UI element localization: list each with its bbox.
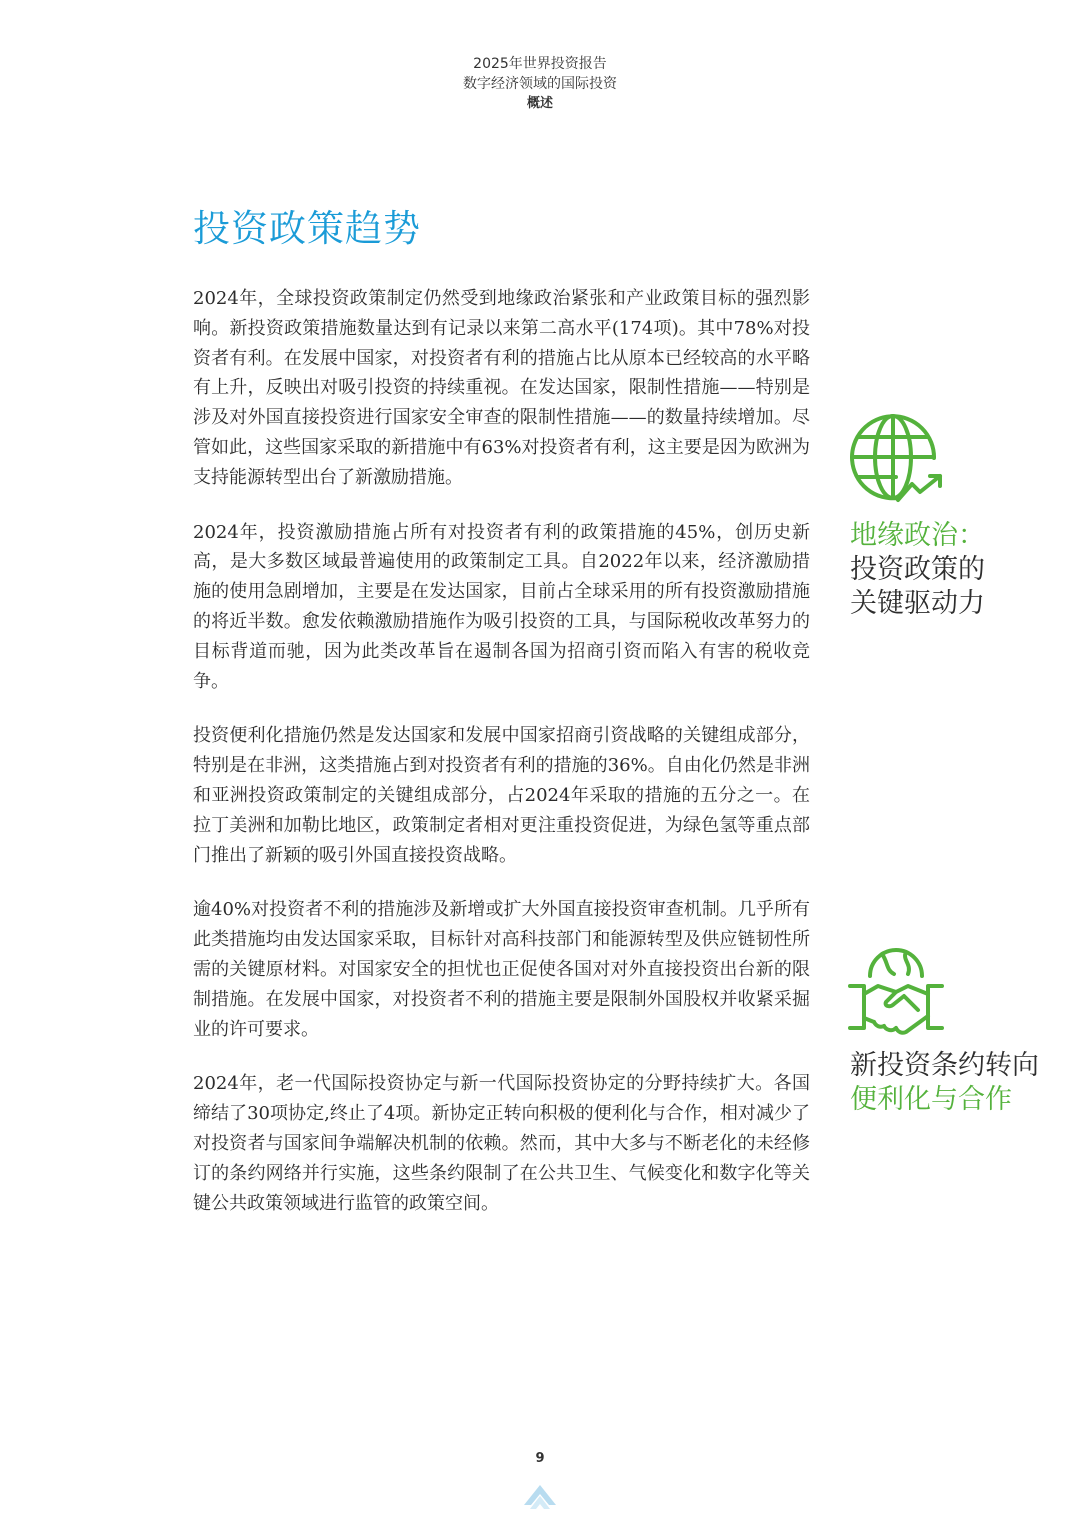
- callout-line: 便利化与合作: [850, 1084, 1012, 1115]
- running-header: [0, 54, 1080, 114]
- chevron-up-icon[interactable]: [522, 1483, 558, 1515]
- callout-line: 地缘政治：: [850, 520, 985, 551]
- report-title: 2025年世界投资报告: [473, 56, 607, 72]
- page-number: 9: [535, 1451, 545, 1466]
- callout-line: 投资政策的: [850, 554, 985, 585]
- page-title: 投资政策趋势: [193, 207, 421, 250]
- paragraph: 投资便利化措施仍然是发达国家和发展中国家招商引资战略的关键组成部分，特别是在非洲，这类措施占到对投资者有利的措施的36%。自由化仍然是非洲和亚洲投资政策制定的关键组成部分，占2024年采取的措施的五分之一。在拉丁美洲和加勒比地区，政策制定者相对更注重投资促进，为绿色氢等重点部门推出了新颖的吸引外国直接投资战略。: [193, 725, 810, 866]
- paragraph: 2024年，全球投资政策制定仍然受到地缘政治紧张和产业政策目标的强烈影响。新投资政策措施数量达到有记录以来第二高水平(174项)。其中78%对投资者有利。在发展中国家，对投资者有利的措施占比从原本已经较高的水平略有上升，反映出对吸引投资的持续重视。在发达国家，限制性措施——特别是涉及对外国直接投资进行国家安全审查的限制性措施——的数量持续增加。尽管如此，这些国家采取的新措施中有63%对投资者有利，这主要是因为欧洲为支持能源转型出台了新激励措施。: [193, 288, 810, 488]
- callout-line: 关键驱动力: [850, 588, 985, 619]
- report-subtitle: 数字经济领域的国际投资: [463, 76, 617, 92]
- sidebar-callout-geopolitics: [850, 519, 1070, 621]
- paragraph: 2024年，投资激励措施占所有对投资者有利的政策措施的45%，创历史新高，是大多数区域最普遍使用的政策制定工具。自2022年以来，经济激励措施的使用急剧增加，主要是在发达国家，目前占全球采用的所有投资激励措施的将近半数。愈发依赖激励措施作为吸引投资的工具，与国际税收改革努力的目标背道而驰，因为此类改革旨在遏制各国为招商引资而陷入有害的税收竞争。: [193, 521, 810, 692]
- section-name: 概述: [526, 96, 553, 111]
- callout-line: 新投资条约转向: [850, 1050, 1039, 1081]
- globe-growth-icon: [846, 410, 946, 510]
- paragraph: 逾40%对投资者不利的措施涉及新增或扩大外国直接投资审查机制。几乎所有此类措施均由发达国家采取，目标针对高科技部门和能源转型及供应链韧性所需的关键原材料。对国家安全的担忧也正促使各国对对外直接投资出台新的限制措施。在发展中国家，对投资者不利的措施主要是限制外国股权并收紧采掘业的许可要求。: [193, 899, 810, 1040]
- paragraph: 2024年，老一代国际投资协定与新一代国际投资协定的分野持续扩大。各国缔结了30项协定,终止了4项。新协定正转向积极的便利化与合作，相对减少了对投资者与国家间争端解决机制的依赖。然而，其中大多与不断老化的未经修订的条约网络并行实施，这些条约限制了在公共卫生、气候变化和数字化等关键公共政策领域进行监管的政策空间。: [193, 1073, 810, 1214]
- sidebar-callout-treaties: [850, 1049, 1070, 1117]
- handshake-globe-icon: [846, 942, 946, 1042]
- body-text: [193, 284, 810, 1243]
